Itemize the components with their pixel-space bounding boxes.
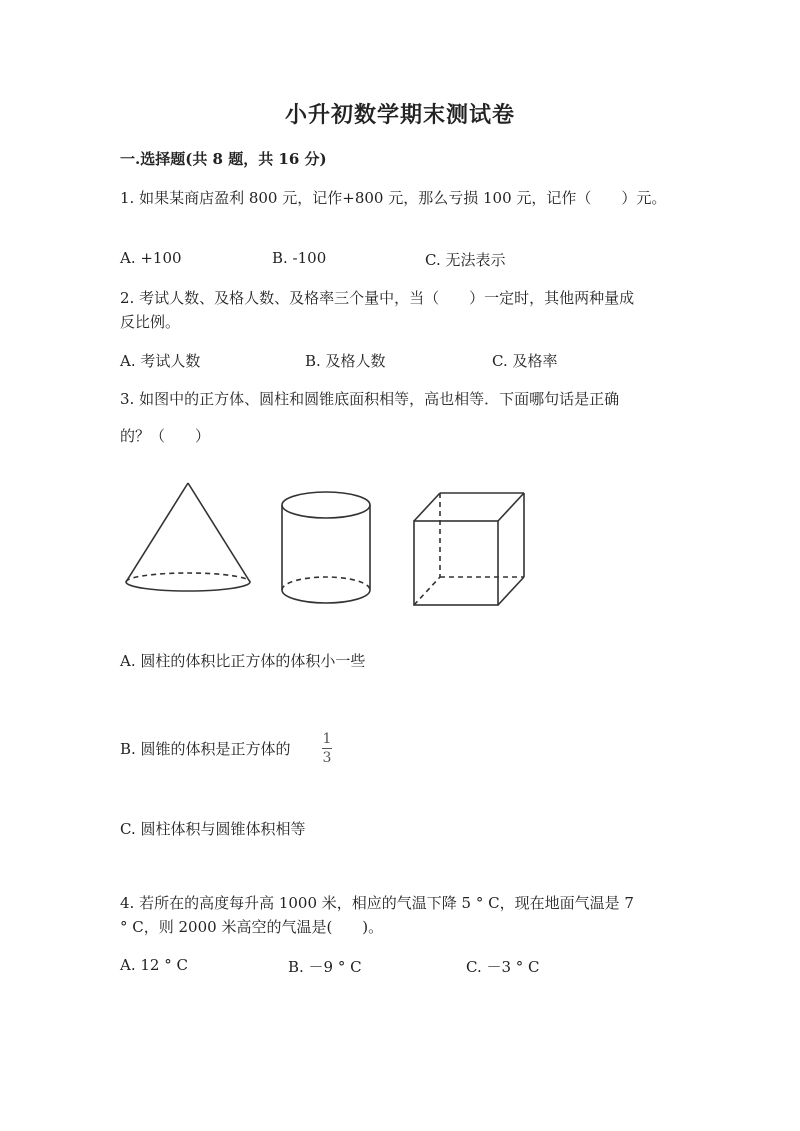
page-title: 小升初数学期末测试卷: [284, 102, 515, 128]
question-4-stem-line2: ° C，则 2000 米高空的气温是( )。: [120, 918, 384, 936]
cylinder-figure: [282, 492, 370, 603]
question-2-option-c: C. 及格率: [492, 352, 558, 370]
question-2-stem-line2: 反比例。: [120, 313, 181, 331]
question-1-option-c: C. 无法表示: [425, 251, 506, 269]
question-3-option-a: A. 圆柱的体积比正方体的体积小一些: [120, 652, 366, 670]
question-1-option-b: B. -100: [272, 249, 327, 267]
question-1-option-a: A. +100: [120, 249, 182, 267]
question-4-option-b: B. －9 ° C: [288, 958, 362, 976]
question-3-stem-line1: 3. 如图中的正方体、圆柱和圆锥底面积相等，高也相等．下面哪句话是正确: [120, 390, 620, 408]
question-1-stem: 1. 如果某商店盈利 800 元，记作+800 元，那么亏损 100 元，记作（ ）元。: [120, 189, 667, 207]
fraction-numerator: 1: [322, 731, 332, 747]
section-heading: 一.选择题(共 8 题，共 16 分): [120, 150, 327, 168]
fraction-one-third: [322, 731, 332, 766]
question-3-option-b-text: B. 圆锥的体积是正方体的: [120, 740, 291, 758]
question-4-option-a: A. 12 ° C: [120, 956, 188, 974]
cube-figure: [414, 493, 524, 605]
question-2-stem-line1: 2. 考试人数、及格人数、及格率三个量中，当（ ）一定时，其他两种量成: [120, 289, 635, 307]
cone-figure: [126, 483, 250, 591]
question-4-option-c: C. －3 ° C: [466, 958, 540, 976]
question-3-option-c: C. 圆柱体积与圆锥体积相等: [120, 820, 306, 838]
question-3-stem-line2: 的？（ ）: [120, 427, 211, 445]
question-2-option-b: B. 及格人数: [305, 352, 386, 370]
fraction-denominator: 3: [322, 750, 332, 766]
geometry-figure: [110, 475, 550, 615]
question-3-option-b: [120, 738, 291, 759]
question-4-stem-line1: 4. 若所在的高度每升高 1000 米，相应的气温下降 5 ° C，现在地面气温是 7: [120, 894, 634, 912]
question-2-option-a: A. 考试人数: [120, 352, 201, 370]
